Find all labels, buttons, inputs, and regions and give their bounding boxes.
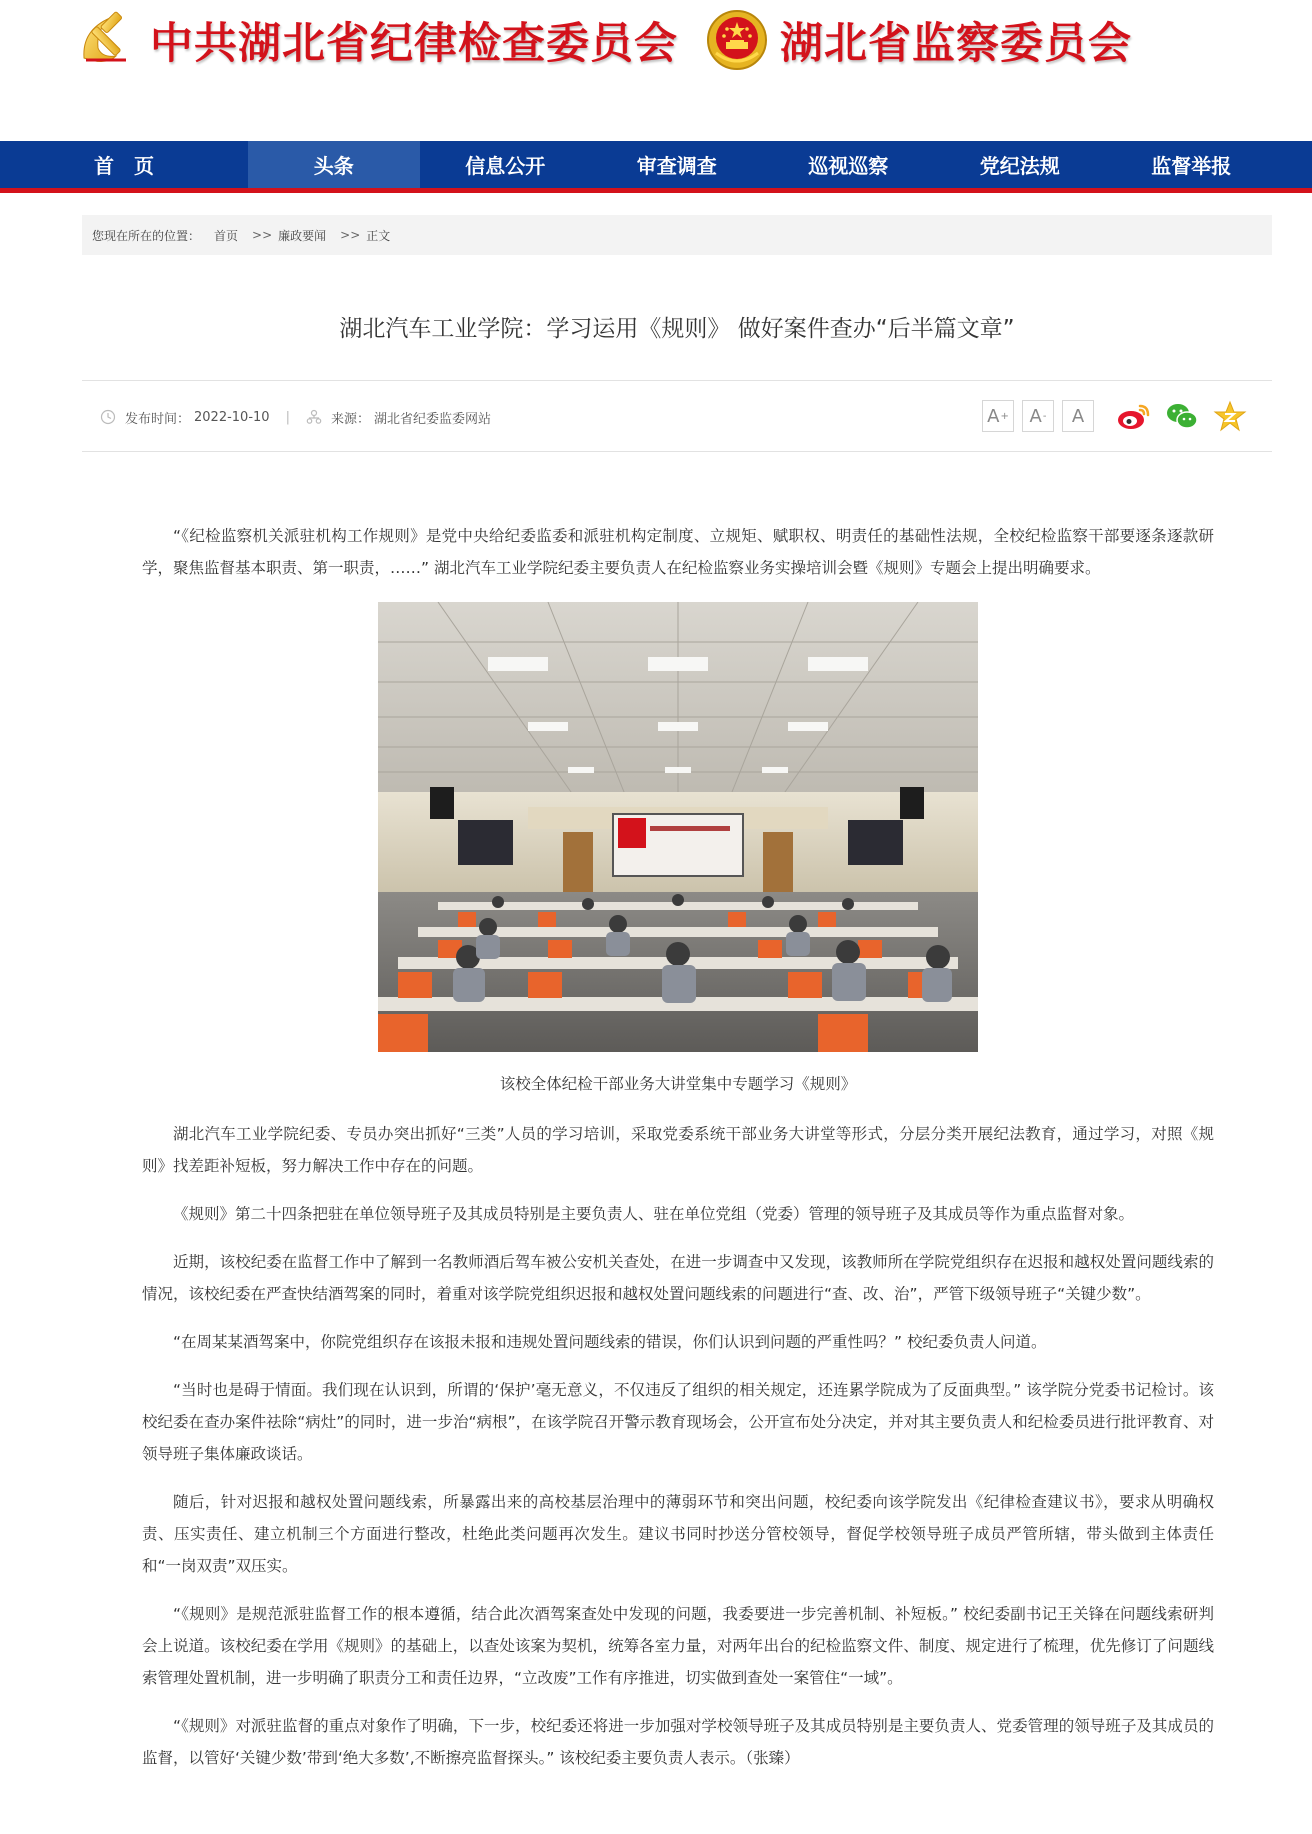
source-name: 湖北省纪委监委网站 — [373, 411, 491, 427]
brand-party-commission[interactable] — [76, 0, 678, 80]
site-title-left: 中共湖北省纪律检查委员会 — [150, 18, 678, 69]
nav-item-info-disclosure[interactable]: 信息公开 — [465, 154, 546, 178]
site-title-right: 湖北省监察委员会 — [780, 18, 1132, 69]
article-title: 湖北汽车工业学院：学习运用《规则》 做好案件查办“后半篇文章” — [339, 316, 1015, 342]
article-body — [142, 520, 1214, 1790]
breadcrumb — [82, 215, 1272, 255]
breadcrumb-separator: >> — [252, 228, 273, 242]
source-icon — [306, 409, 322, 425]
clock-icon — [100, 409, 116, 425]
article-photo — [378, 602, 978, 1052]
divider — [82, 380, 1272, 381]
nav-item-party-rules[interactable]: 党纪法规 — [979, 154, 1060, 178]
article-paragraph: 近期，该校纪委在监督工作中了解到一名教师酒后驾车被公安机关查处，在进一步调查中又发现，该教师所在学院党组织存在迟报和越权处置问题线索的情况，该校纪委在严查快结酒驾案的同时，着重对该学院党组织迟报和越权处置问题线索的问题进行“查、改、治”，严管下级领导班子“关键少数”。 — [142, 1253, 1214, 1303]
nav-item-home[interactable]: 首 页 — [94, 154, 154, 178]
article-paragraph: “《规则》是规范派驻监督工作的根本遵循，结合此次酒驾案查处中发现的问题，我委要进一步完善机制、补短板。” 校纪委副书记王关锋在问题线索研判会上说道。该校纪委在学用《规则》的基础上，以查处该案为契机，统筹各室力量，对两年出台的纪检监察文件、制度、规定进行了梳理，优先修订了问题线索管理处置机制，进一步明确了职责分工和责任边界，“立改废”工作有序推进，切实做到查处一案管住“一域”。 — [142, 1605, 1214, 1687]
meeting-room-photo — [378, 602, 978, 1052]
article-paragraph: 《规则》第二十四条把驻在单位领导班子及其成员特别是主要负责人、驻在单位党组（党委）管理的领导班子及其成员等作为重点监督对象。 — [173, 1205, 1135, 1223]
breadcrumb-home-link[interactable]: 首页 — [214, 228, 239, 243]
party-emblem-icon — [76, 10, 136, 70]
nav-item-investigation[interactable]: 审查调查 — [636, 154, 717, 178]
wechat-icon[interactable] — [1164, 398, 1200, 434]
national-emblem-icon — [706, 9, 768, 71]
article-paragraph: 湖北汽车工业学院纪委、专员办突出抓好“三类”人员的学习培训，采取党委系统干部业务大讲堂等形式，分层分类开展纪法教育，通过学习，对照《规则》找差距补短板，努力解决工作中存在的问题。 — [142, 1125, 1214, 1175]
nav-item-headlines[interactable]: 头条 — [248, 141, 420, 188]
breadcrumb-separator: >> — [340, 228, 361, 242]
font-size-controls — [982, 400, 1102, 432]
qzone-icon[interactable] — [1212, 398, 1248, 434]
divider — [82, 451, 1272, 452]
breadcrumb-current: 正文 — [366, 228, 391, 243]
article-paragraph: “《纪检监察机关派驻机构工作规则》是党中央给纪委监委和派驻机构定制度、立规矩、赋职权、明责任的基础性法规，全校纪检监察干部要逐条逐款研学，聚焦监督基本职责、第一职责，……” 湖北汽车工业学院纪委主要负责人在纪检监察业务实操培训会暨《规则》专题会上提出明确要求。 — [142, 527, 1214, 577]
font-size-large-button[interactable]: A + — [982, 400, 1014, 432]
source-label: 来源： — [330, 411, 370, 427]
font-size-default-button[interactable]: A — [1062, 400, 1094, 432]
article-paragraph: “当时也是碍于情面。我们现在认识到，所谓的‘保护’毫无意义，不仅违反了组织的相关规定，还连累学院成为了反面典型。” 该学院分党委书记检讨。该校纪委在查办案件祛除“病灶”的同时，进一步治“病根”，在该学院召开警示教育现场会，公开宣布处分决定，并对其主要负责人和纪检委员进行批评教育、对领导班子集体廉政谈话。 — [142, 1381, 1214, 1463]
article-paragraph: “《规则》对派驻监督的重点对象作了明确，下一步，校纪委还将进一步加强对学校领导班子及其成员特别是主要负责人、党委管理的领导班子及其成员的监督，以管好‘关键少数’带到‘绝大多数’,不断擦亮监督探头。” 该校纪委主要负责人表示。（张臻） — [142, 1717, 1214, 1767]
breadcrumb-section-link[interactable]: 廉政要闻 — [278, 228, 327, 243]
main-nav — [0, 141, 1312, 193]
article-paragraph: 随后，针对迟报和越权处置问题线索，所暴露出来的高校基层治理中的薄弱环节和突出问题，校纪委向该学院发出《纪律检查建议书》，要求从明确权责、压实责任、建立机制三个方面进行整改，杜绝此类问题再次发生。建议书同时抄送分管校领导，督促学校领导班子成员严管所辖，带头做到主体责任和“一岗双责”双压实。 — [142, 1493, 1214, 1575]
weibo-icon[interactable] — [1116, 398, 1152, 434]
site-header — [0, 0, 1312, 141]
image-caption: 该校全体纪检干部业务大讲堂集中专题学习《规则》 — [499, 1075, 857, 1093]
publish-label: 发布时间： — [125, 411, 191, 427]
article-meta — [100, 404, 491, 430]
share-buttons — [1116, 398, 1260, 434]
publish-date: 2022-10-10 — [194, 409, 270, 425]
meta-separator: | — [285, 409, 290, 425]
font-size-small-button[interactable]: A - — [1022, 400, 1054, 432]
nav-item-report[interactable]: 监督举报 — [1151, 154, 1232, 178]
breadcrumb-prefix: 您现在所在的位置： — [92, 228, 201, 243]
article-paragraph: “在周某某酒驾案中，你院党组织存在该报未报和违规处置问题线索的错误，你们认识到问题的严重性吗？” 校纪委负责人问道。 — [173, 1333, 1047, 1351]
nav-item-inspection[interactable]: 巡视巡察 — [808, 154, 889, 178]
brand-supervision-commission[interactable] — [706, 0, 1132, 80]
